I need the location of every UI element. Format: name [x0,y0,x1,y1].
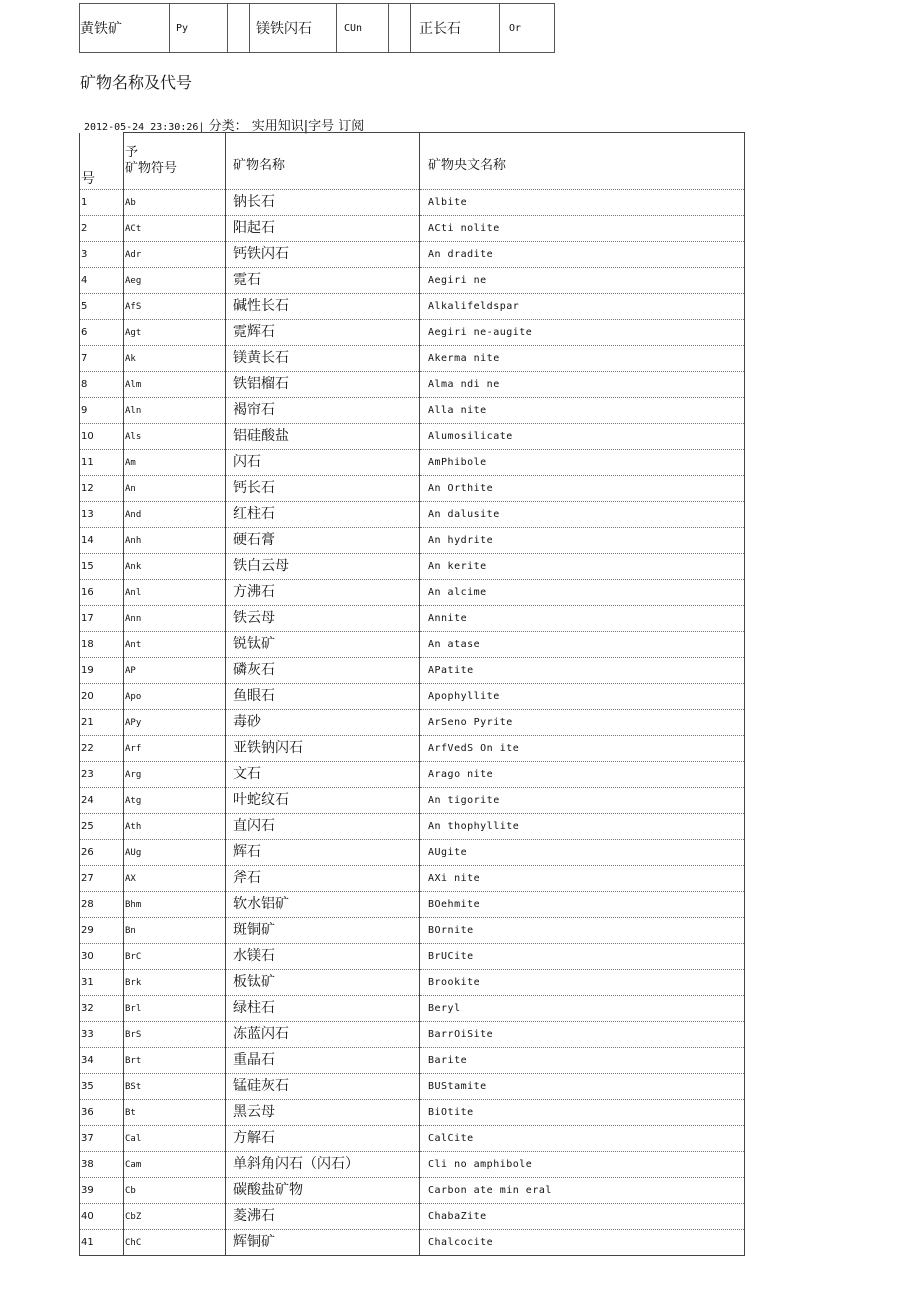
row-english: BarrOiSite [420,1022,745,1048]
table-row [80,918,745,944]
mineral-table [79,132,745,1256]
row-no: 30 [80,944,124,970]
table-row [80,866,745,892]
table-row [80,398,745,424]
row-name: 锰硅灰石 [226,1074,420,1100]
row-name: 软水铝矿 [226,892,420,918]
table-row [80,632,745,658]
row-english: Arago nite [420,762,745,788]
header-symbol-label: 矿物符号 [125,161,178,176]
row-symbol: Ak [124,346,226,372]
row-english: AmPhibole [420,450,745,476]
row-no: 32 [80,996,124,1022]
table-row [80,190,745,216]
header-symbol [124,133,226,190]
row-name: 阳起石 [226,216,420,242]
row-symbol: Brt [124,1048,226,1074]
table-row [80,346,745,372]
table-row [80,710,745,736]
row-symbol: BrS [124,1022,226,1048]
table-row [80,840,745,866]
row-no: 1 [80,190,124,216]
row-english: Barite [420,1048,745,1074]
table-row [80,892,745,918]
row-english: An thophyllite [420,814,745,840]
row-name: 钠长石 [226,190,420,216]
row-symbol: APy [124,710,226,736]
table-row [80,762,745,788]
category-label: 分类： [208,119,248,134]
row-symbol: Ath [124,814,226,840]
row-english: Alla nite [420,398,745,424]
row-name: 霓石 [226,268,420,294]
table-row [80,788,745,814]
header-name: 矿物名称 [226,133,420,190]
row-name: 铁白云母 [226,554,420,580]
row-no: 26 [80,840,124,866]
table-row [80,1230,745,1256]
table-row [80,606,745,632]
row-english: Cli no amphibole [420,1152,745,1178]
row-english: An dradite [420,242,745,268]
row-no: 37 [80,1126,124,1152]
row-no: 35 [80,1074,124,1100]
row-symbol: AP [124,658,226,684]
row-symbol: Ab [124,190,226,216]
row-no: 25 [80,814,124,840]
header-symbol-top: 予 [125,145,139,160]
row-name: 黑云母 [226,1100,420,1126]
row-symbol: Agt [124,320,226,346]
row-no: 3 [80,242,124,268]
row-symbol: Als [124,424,226,450]
row-no: 36 [80,1100,124,1126]
row-symbol: Atg [124,788,226,814]
row-english: An atase [420,632,745,658]
row-name: 碳酸盐矿物 [226,1178,420,1204]
row-english: CalCite [420,1126,745,1152]
row-symbol: Anl [124,580,226,606]
row-name: 斑铜矿 [226,918,420,944]
row-no: 4 [80,268,124,294]
row-english: Annite [420,606,745,632]
row-english: BiOtite [420,1100,745,1126]
row-no: 22 [80,736,124,762]
row-no: 5 [80,294,124,320]
row-symbol: Cal [124,1126,226,1152]
table-row [80,268,745,294]
row-no: 7 [80,346,124,372]
table-row [80,1204,745,1230]
row-symbol: BrC [124,944,226,970]
row-no: 6 [80,320,124,346]
row-english: An Orthite [420,476,745,502]
row-english: BOehmite [420,892,745,918]
table-row [80,814,745,840]
row-name: 铝硅酸盐 [226,424,420,450]
row-english: An tigorite [420,788,745,814]
row-name: 铁铝榴石 [226,372,420,398]
row-no: 34 [80,1048,124,1074]
row-no: 11 [80,450,124,476]
row-no: 24 [80,788,124,814]
row-english: APatite [420,658,745,684]
row-no: 16 [80,580,124,606]
row-english: AUgite [420,840,745,866]
row-symbol: Cb [124,1178,226,1204]
table-row [80,970,745,996]
row-english: ChabaZite [420,1204,745,1230]
row-no: 20 [80,684,124,710]
row-symbol: ChC [124,1230,226,1256]
row-english: Alkalifeldspar [420,294,745,320]
row-english: Apophyllite [420,684,745,710]
row-name: 辉石 [226,840,420,866]
row-no: 8 [80,372,124,398]
row-name: 板钛矿 [226,970,420,996]
mineral-name-cell: 黄铁矿 [80,4,170,53]
row-no: 12 [80,476,124,502]
row-no: 29 [80,918,124,944]
row-name: 辉铜矿 [226,1230,420,1256]
table-row [80,554,745,580]
row-symbol: Bt [124,1100,226,1126]
row-no: 14 [80,528,124,554]
table-row [80,242,745,268]
row-symbol: Cam [124,1152,226,1178]
row-symbol: Aln [124,398,226,424]
row-no: 2 [80,216,124,242]
row-name: 方沸石 [226,580,420,606]
row-symbol: Ank [124,554,226,580]
table-row [80,476,745,502]
row-name: 霓辉石 [226,320,420,346]
row-no: 40 [80,1204,124,1230]
row-symbol: Adr [124,242,226,268]
row-symbol: AfS [124,294,226,320]
row-symbol: Anh [124,528,226,554]
row-no: 27 [80,866,124,892]
row-english: An hydrite [420,528,745,554]
table-row [80,294,745,320]
row-no: 39 [80,1178,124,1204]
table-row [80,450,745,476]
row-symbol: AUg [124,840,226,866]
table-row [80,1074,745,1100]
table-row [80,528,745,554]
page-title: 矿物名称及代号 [80,73,193,92]
row-symbol: Ann [124,606,226,632]
row-english: AXi nite [420,866,745,892]
table-row [80,424,745,450]
category-links[interactable]: 实用知识|字号 订阅 [251,119,365,134]
row-symbol: Arf [124,736,226,762]
table-row [80,1048,745,1074]
row-name: 锐钛矿 [226,632,420,658]
row-name: 叶蛇纹石 [226,788,420,814]
row-name: 褐帘石 [226,398,420,424]
table-row [80,1178,745,1204]
table-row [80,1100,745,1126]
row-english: Alma ndi ne [420,372,745,398]
row-name: 闪石 [226,450,420,476]
row-english: Aegiri ne [420,268,745,294]
row-symbol: Bhm [124,892,226,918]
empty-cell [228,4,250,53]
row-symbol: Apo [124,684,226,710]
row-no: 15 [80,554,124,580]
row-no: 33 [80,1022,124,1048]
row-name: 亚铁钠闪石 [226,736,420,762]
row-name: 红柱石 [226,502,420,528]
row-english: An dalusite [420,502,745,528]
row-name: 文石 [226,762,420,788]
row-name: 钙长石 [226,476,420,502]
row-no: 13 [80,502,124,528]
mineral-name-cell: 正长石 [411,4,500,53]
row-name: 单斜角闪石（闪石） [226,1152,420,1178]
row-english: Chalcocite [420,1230,745,1256]
row-symbol: Ant [124,632,226,658]
row-no: 23 [80,762,124,788]
top-mineral-row [80,4,555,53]
row-name: 水镁石 [226,944,420,970]
empty-cell [389,4,411,53]
row-english: An alcime [420,580,745,606]
table-row [80,580,745,606]
row-english: BOrnite [420,918,745,944]
mineral-symbol-cell: Or [500,4,555,53]
row-no: 21 [80,710,124,736]
table-row [80,216,745,242]
row-name: 斧石 [226,866,420,892]
row-english: BUStamite [420,1074,745,1100]
row-english: Carbon ate min eral [420,1178,745,1204]
row-name: 方解石 [226,1126,420,1152]
row-symbol: CbZ [124,1204,226,1230]
row-name: 钙铁闪石 [226,242,420,268]
row-no: 10 [80,424,124,450]
row-symbol: Am [124,450,226,476]
row-name: 碱性长石 [226,294,420,320]
row-english: ArfVedS On ite [420,736,745,762]
row-name: 重晶石 [226,1048,420,1074]
table-row [80,658,745,684]
row-english: ACti nolite [420,216,745,242]
row-symbol: An [124,476,226,502]
row-symbol: Alm [124,372,226,398]
row-symbol: AX [124,866,226,892]
row-english: BrUCite [420,944,745,970]
row-english: Beryl [420,996,745,1022]
row-name: 直闪石 [226,814,420,840]
table-row [80,996,745,1022]
mineral-name-cell: 镁铁闪石 [250,4,337,53]
row-name: 毒砂 [226,710,420,736]
table-row [80,684,745,710]
row-no: 9 [80,398,124,424]
row-name: 硬石膏 [226,528,420,554]
row-english: Akerma nite [420,346,745,372]
row-symbol: Brk [124,970,226,996]
row-symbol: Bn [124,918,226,944]
table-row [80,372,745,398]
row-no: 28 [80,892,124,918]
row-english: Brookite [420,970,745,996]
table-row [80,502,745,528]
top-mineral-table [79,3,555,53]
mineral-symbol-cell: CUn [337,4,389,53]
table-row [80,1126,745,1152]
row-name: 铁云母 [226,606,420,632]
row-no: 18 [80,632,124,658]
row-no: 19 [80,658,124,684]
row-symbol: Brl [124,996,226,1022]
row-no: 41 [80,1230,124,1256]
row-english: Alumosilicate [420,424,745,450]
post-date: 2012-05-24 23:30:26| [84,122,205,133]
row-no: 31 [80,970,124,996]
table-header-row [80,133,745,190]
table-row [80,736,745,762]
row-symbol: Aeg [124,268,226,294]
row-name: 磷灰石 [226,658,420,684]
row-symbol: ACt [124,216,226,242]
row-no: 38 [80,1152,124,1178]
table-row [80,1022,745,1048]
mineral-symbol-cell: Py [170,4,228,53]
row-english: ArSeno Pyrite [420,710,745,736]
row-symbol: And [124,502,226,528]
header-english: 矿物央文名称 [420,133,745,190]
header-no: 号 [80,133,124,190]
table-row [80,1152,745,1178]
row-name: 镁黄长石 [226,346,420,372]
row-name: 绿柱石 [226,996,420,1022]
row-english: An kerite [420,554,745,580]
row-name: 菱沸石 [226,1204,420,1230]
row-symbol: BSt [124,1074,226,1100]
row-name: 冻蓝闪石 [226,1022,420,1048]
row-no: 17 [80,606,124,632]
table-row [80,944,745,970]
row-name: 鱼眼石 [226,684,420,710]
row-symbol: Arg [124,762,226,788]
table-row [80,320,745,346]
row-english: Aegiri ne-augite [420,320,745,346]
row-english: Albite [420,190,745,216]
